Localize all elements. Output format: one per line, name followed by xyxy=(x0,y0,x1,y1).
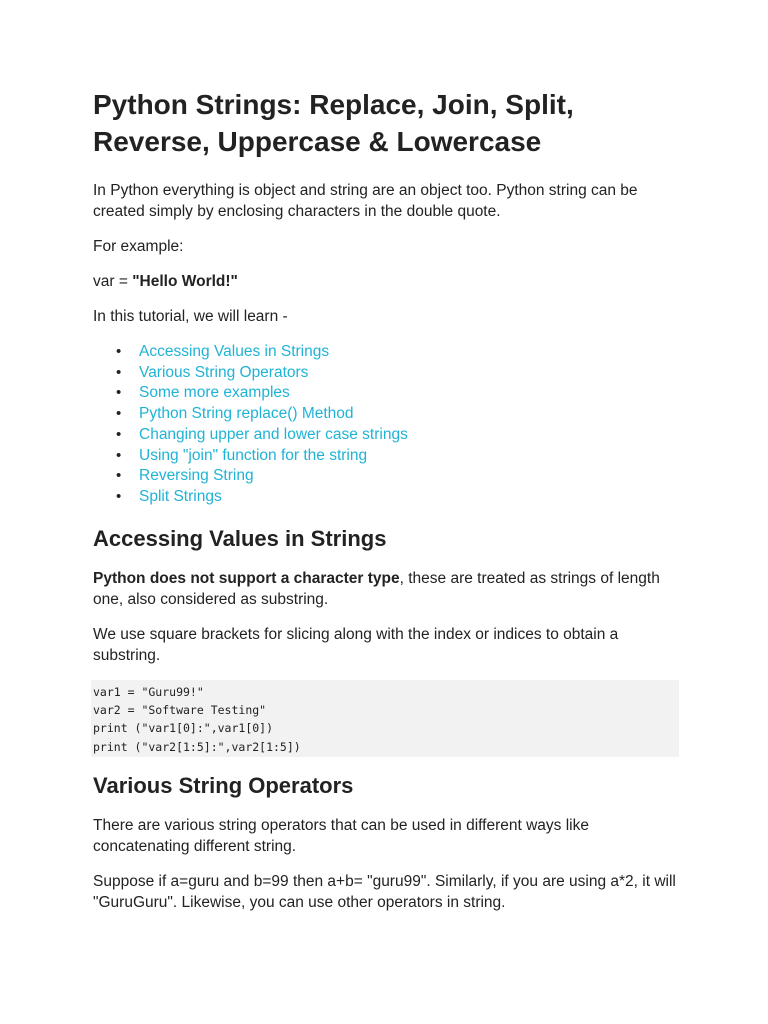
article xyxy=(93,86,677,927)
toc-link-split-strings[interactable]: Split Strings xyxy=(139,487,222,505)
code-line: print ("var1[0]:",var1[0]) xyxy=(93,721,274,736)
toc-link-change-case[interactable]: Changing upper and lower case strings xyxy=(139,425,408,443)
table-of-contents xyxy=(93,342,677,508)
toc-link-accessing-values[interactable]: Accessing Values in Strings xyxy=(139,343,330,360)
toc-item xyxy=(116,487,677,508)
bullet-icon: • xyxy=(116,425,122,443)
bullet-icon: • xyxy=(116,343,122,360)
bullet-icon: • xyxy=(116,446,122,464)
code-line: var1 = "Guru99!" xyxy=(93,684,204,699)
accessing-rest: , these are treated as strings of length one, also considered as substring. xyxy=(93,569,660,608)
toc-item xyxy=(116,342,677,363)
bullet-icon: • xyxy=(116,384,122,402)
toc-item xyxy=(116,466,677,487)
learn-lead: In this tutorial, we will learn - xyxy=(93,308,288,325)
example-var-line xyxy=(93,271,677,292)
example-var-prefix: var = xyxy=(93,273,133,290)
code-block xyxy=(91,680,679,757)
page-title: Python Strings: Replace, Join, Split, Reverse, Uppercase & Lowercase xyxy=(93,89,574,157)
toc-item xyxy=(116,446,677,467)
bullet-icon: • xyxy=(116,405,122,423)
toc-item xyxy=(116,425,677,446)
bullet-icon: • xyxy=(116,467,122,485)
code-line: print ("var2[1:5]:",var2[1:5]) xyxy=(93,739,301,754)
bullet-icon: • xyxy=(116,363,122,381)
toc-link-replace-method[interactable]: Python String replace() Method xyxy=(139,405,354,423)
toc-link-string-operators[interactable]: Various String Operators xyxy=(139,363,309,381)
bullet-icon: • xyxy=(116,487,122,505)
accessing-bold-lead: Python does not support a character type xyxy=(93,569,400,587)
intro-paragraph: In Python everything is object and string are an object too. Python string can be created simply by enclosing characters in the double quote. xyxy=(93,182,638,220)
toc-link-reversing-string[interactable]: Reversing String xyxy=(139,467,254,485)
accessing-paragraph-2: We use square brackets for slicing along with the index or indices to obtain a substring. xyxy=(93,625,619,664)
toc-item xyxy=(116,363,677,384)
operators-paragraph-1: There are various string operators that can be used in different ways like concatenating different string. xyxy=(93,816,589,855)
toc-link-more-examples[interactable]: Some more examples xyxy=(139,384,290,402)
operators-paragraph-2: Suppose if a=guru and b=99 then a+b= "guru99". Similarly, if you are using a*2, it will "GuruGuru". Likewise, you can use other operators in string. xyxy=(93,872,676,911)
section-heading-accessing: Accessing Values in Strings xyxy=(93,525,387,551)
toc-item xyxy=(116,383,677,404)
section-heading-operators: Various String Operators xyxy=(93,772,354,798)
toc-link-join-function[interactable]: Using "join" function for the string xyxy=(139,446,368,464)
accessing-paragraph-1 xyxy=(93,568,677,610)
toc-item xyxy=(116,404,677,425)
code-line: var2 = "Software Testing" xyxy=(93,702,267,717)
for-example-label: For example: xyxy=(93,238,184,255)
example-var-value: "Hello World!" xyxy=(132,273,238,290)
